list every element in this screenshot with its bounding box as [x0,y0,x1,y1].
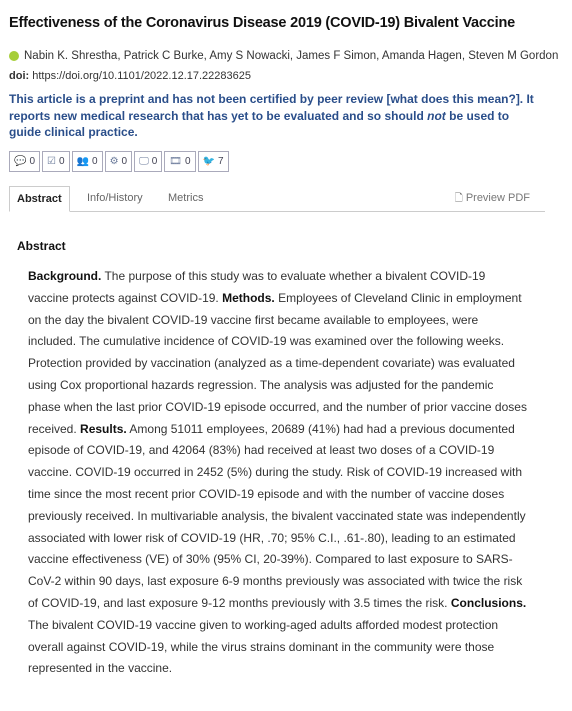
twitter-counter[interactable] [198,151,229,172]
methods-label: Methods. [222,290,275,305]
preprint-notice-text-after: ]. It reports new medical research that has yet to be evaluated and so should not be used to guide clinical practice. [9,92,534,139]
users-icon: 👥 [76,156,89,167]
author-list [9,50,558,62]
monitor-counter[interactable] [134,151,162,172]
preview-pdf-label: Preview PDF [465,192,530,204]
preprint-notice [9,91,544,141]
counter-value: 0 [92,156,98,167]
counter-value: 0 [151,156,158,167]
counter-value: 0 [29,156,36,167]
conclusions-text: The bivalent COVID-19 vaccine given to working-aged adults afforded modest protection overall against COVID-19, while the virus strains dominant in the community were those represented in the vaccine. [28,617,499,676]
authors-text[interactable]: Nabin K. Shrestha, Patrick C Burke, Amy S Nowacki, James F Simon, Amanda Hagen, Steven M Gordon [24,50,559,62]
tab-metrics[interactable]: Metrics [168,192,204,204]
preprint-notice-text: This article is a preprint and has not been certified by peer review [ [9,92,391,106]
preview-pdf-link[interactable] [455,186,530,210]
results-text: Among 51011 employees, 20689 (41%) had had a previous documented episode of COVID-19, and 42064 (83%) had received at least two doses of a COVID-19 vaccine. COVID-19 occurred in 2452 (5%) during the study. Risk of COVID-19 increased with time since the most recent prior COVID-19 episode and with the number of vaccine doses previously received. In multivariable analysis, the bivalent vaccinated state was independently associated with lower risk of COVID-19 (HR, .70; 95% C.I., .61-.80), leading to an estimated vaccine effectiveness (VE) of 30% (95% CI, 20-39%). Compared to last exposure to SARS-CoV-2 within 90 days, last exposure 6-9 months previously was associated with twice the risk of COVID-19, and last exposure 9-12 months previously with 3.5 times the risk. [28,421,526,610]
doi-line [9,70,251,82]
counter-value: 0 [58,156,65,167]
metrics-counters [9,151,231,172]
film-icon: 🎞 [169,156,182,167]
conclusions-label: Conclusions. [450,595,527,610]
background-label: Background. [28,269,102,283]
tab-abstract[interactable]: Abstract [9,186,70,212]
users-counter[interactable] [72,151,103,172]
pdf-icon: 🗋 [454,193,463,204]
counter-value: 0 [121,156,128,167]
abstract-body [28,266,528,680]
doi-label: doi: [9,70,30,82]
orcid-icon[interactable] [9,51,19,61]
check-counter[interactable] [42,151,70,172]
share-icon: ⚙ [109,156,119,167]
twitter-icon: 🐦 [202,156,216,167]
results-label: Results. [80,421,127,436]
tab-info-history[interactable]: Info/History [87,192,143,204]
methods-text: Employees of Cleveland Clinic in employment on the day the bivalent COVID-19 vaccine first became available to employees, were included. The cumulative incidence of COVID-19 was examined over the following weeks. Protection provided by vaccination (analyzed as a time-dependent covariate) was evaluated using Cox proportional hazards regression. The analysis was adjusted for the pandemic phase when the last prior COVID-19 episode occurred, and the number of prior vaccine doses received. [28,290,527,436]
film-counter[interactable] [164,151,195,172]
counter-value: 7 [218,156,224,167]
article-tabs [9,186,545,212]
emphasis-not: not [427,108,446,123]
doi-link[interactable]: https://doi.org/10.1101/2022.12.17.22283625 [32,70,251,82]
comment-counter[interactable] [9,151,40,172]
abstract-heading: Abstract [17,239,66,253]
article-title: Effectiveness of the Coronavirus Disease 2019 (COVID-19) Bivalent Vaccine [9,15,515,31]
counter-value: 0 [185,156,191,167]
share-counter[interactable] [105,151,133,172]
monitor-icon: 🖵 [139,156,149,167]
check-icon: ☑ [47,156,56,167]
comment-icon: 💬 [14,156,27,167]
background-text: The purpose of this study was to evaluate whether a bivalent COVID-19 vaccine protects against COVID-19. [28,269,486,305]
what-does-this-mean-link[interactable]: what does this mean? [390,92,516,106]
